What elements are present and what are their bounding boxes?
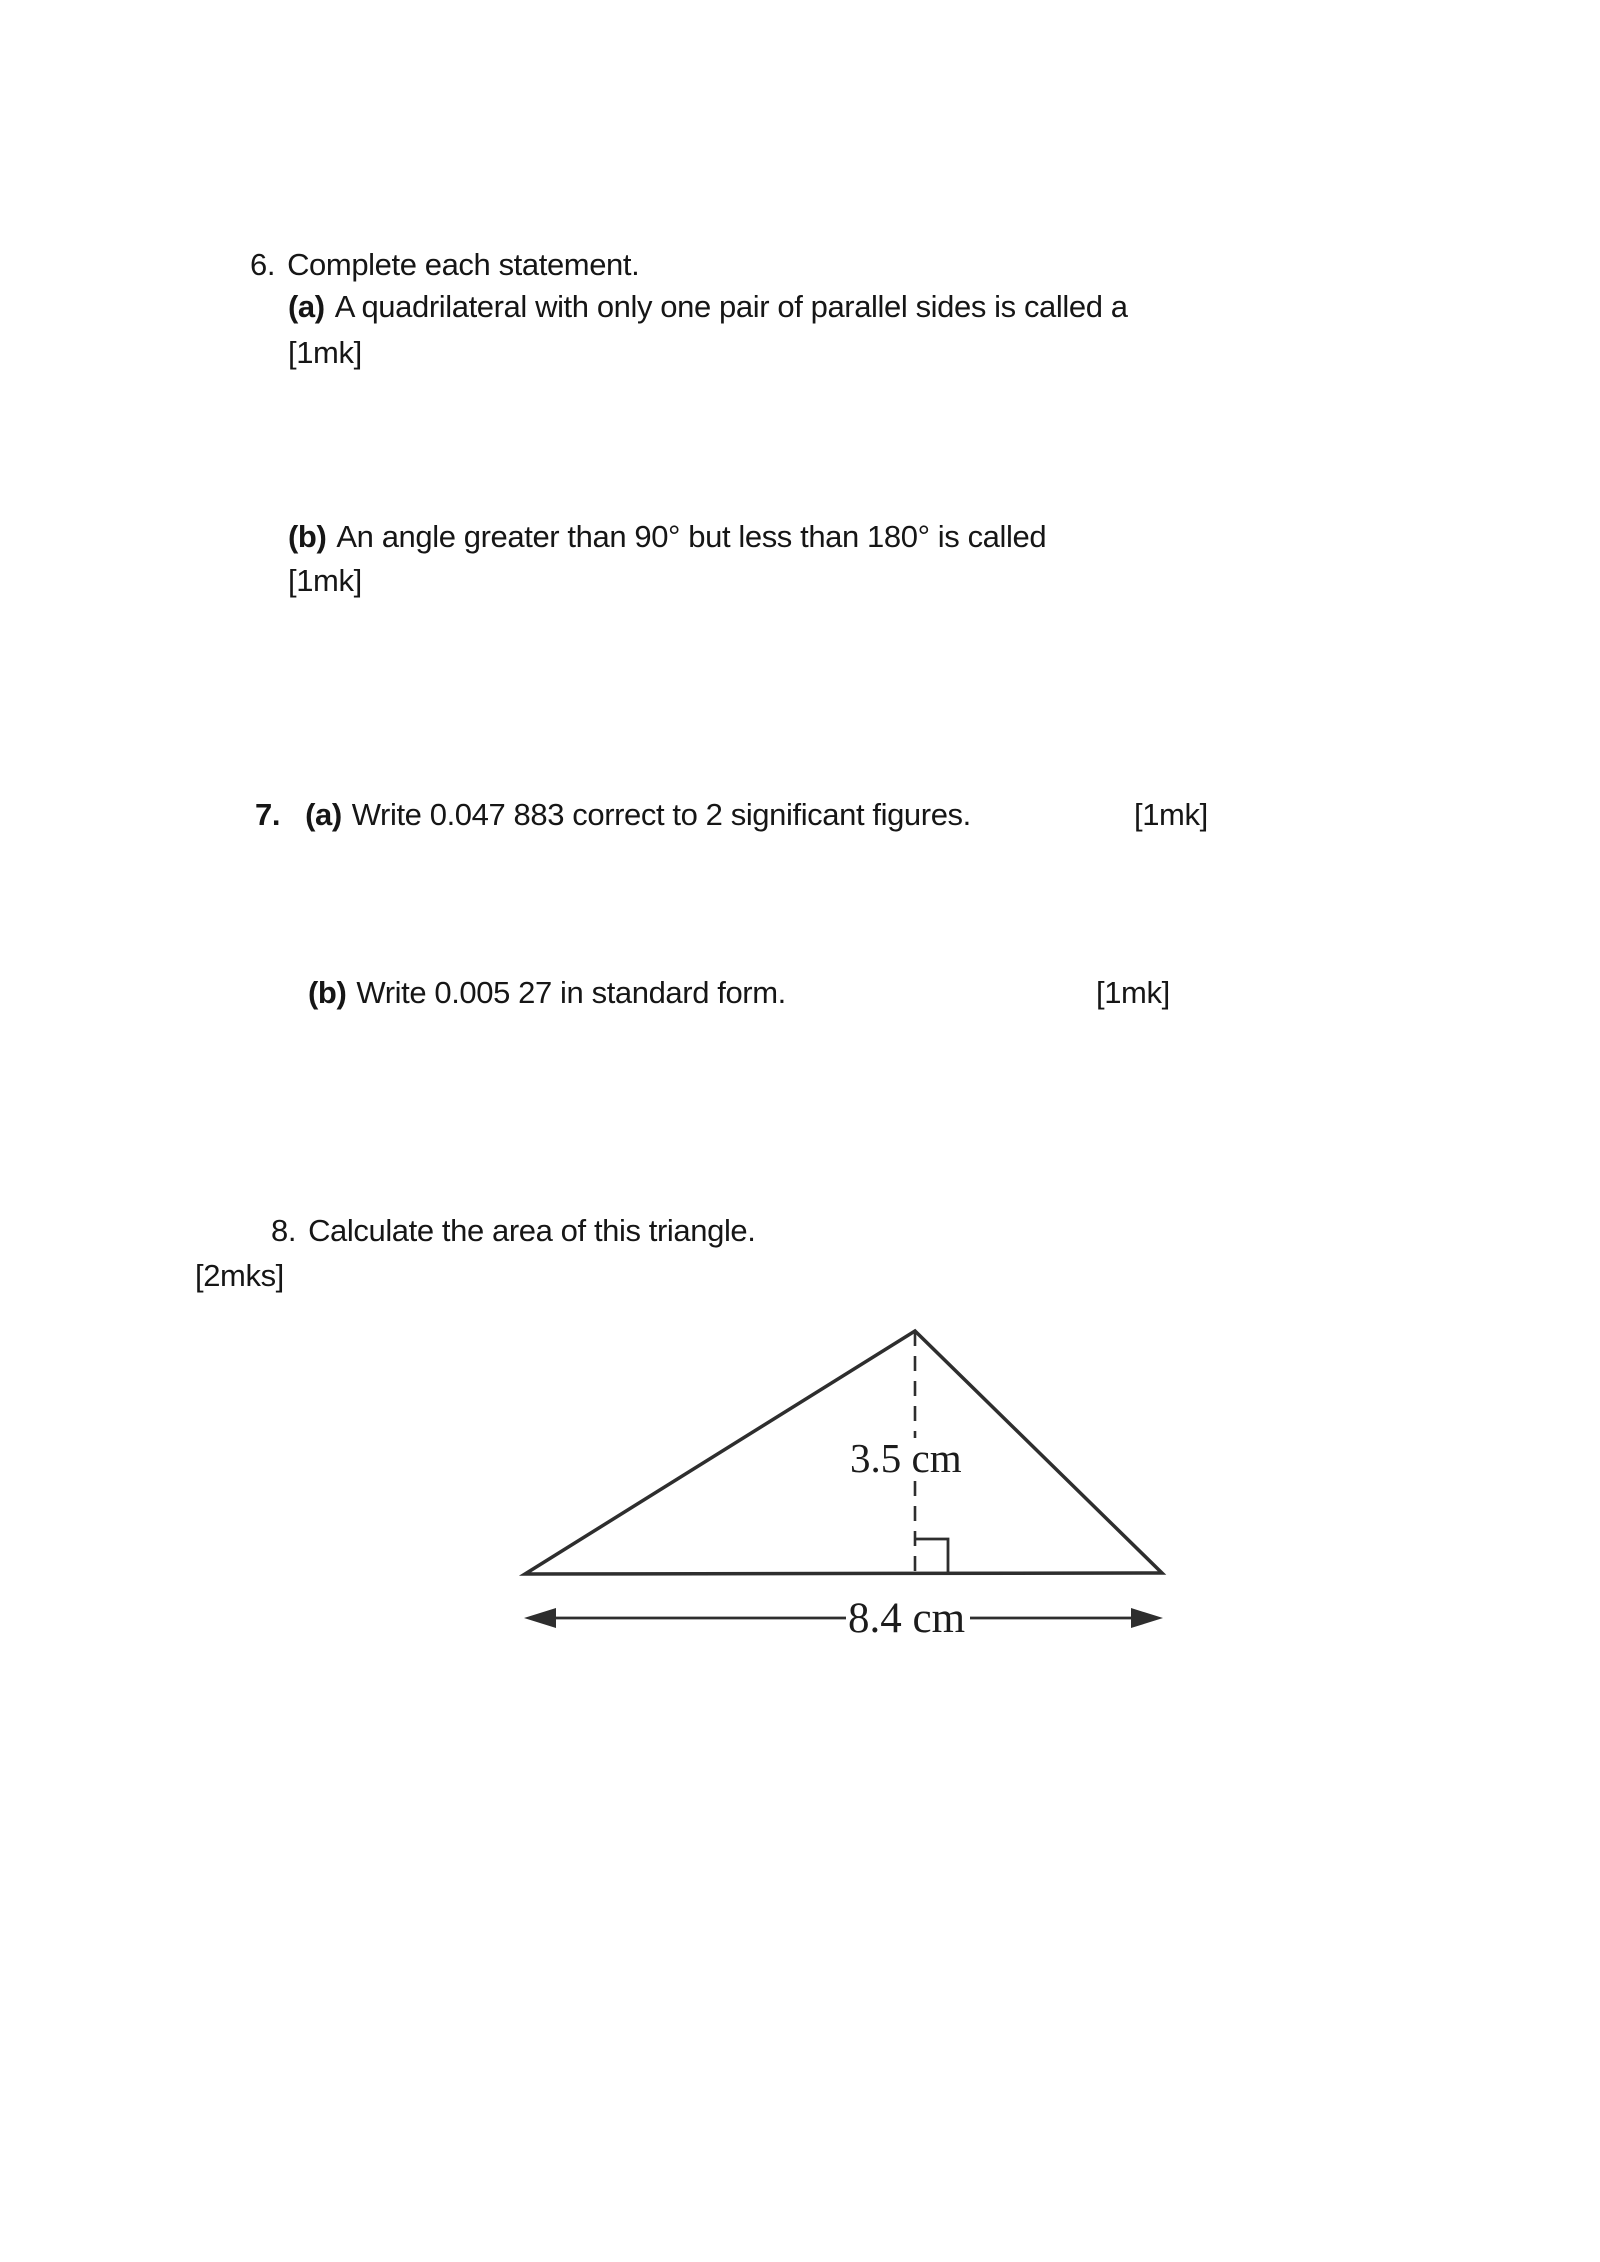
height-label: 3.5 cm xyxy=(850,1435,962,1481)
question-7b-text: Write 0.005 27 in standard form. xyxy=(356,975,786,1010)
question-8-title xyxy=(271,1212,755,1251)
question-8-number: 8. xyxy=(271,1213,297,1248)
triangle-outline xyxy=(525,1331,1162,1574)
question-6b-mark: [1mk] xyxy=(288,563,362,598)
question-6-title xyxy=(250,246,639,285)
question-7a-text: Write 0.047 883 correct to 2 significant figures. xyxy=(351,797,971,832)
question-6b-label: (b) xyxy=(288,519,327,554)
right-angle-marker xyxy=(915,1539,948,1573)
question-6a-mark: [1mk] xyxy=(288,335,362,370)
question-7b-label: (b) xyxy=(308,975,347,1010)
question-7b-mark: [1mk] xyxy=(1096,975,1170,1010)
question-6a-text: A quadrilateral with only one pair of parallel sides is called a xyxy=(334,289,1128,324)
triangle-figure xyxy=(460,1300,1220,1670)
question-7-number: 7. xyxy=(255,797,281,832)
question-8-mark: [2mks] xyxy=(195,1258,284,1293)
question-7b xyxy=(308,974,786,1013)
question-6b-text: An angle greater than 90° but less than 180° is called xyxy=(336,519,1047,554)
base-label: 8.4 cm xyxy=(848,1595,966,1642)
question-7a-label: (a) xyxy=(305,797,342,832)
arrowhead-right xyxy=(1131,1608,1163,1628)
question-6b xyxy=(288,518,1046,557)
question-8-text: Calculate the area of this triangle. xyxy=(308,1213,756,1248)
question-6a-label: (a) xyxy=(288,289,325,324)
question-6a xyxy=(288,288,1128,327)
question-7a xyxy=(255,796,971,835)
question-6-number: 6. xyxy=(250,247,276,282)
question-6-title-text: Complete each statement. xyxy=(287,247,640,282)
arrowhead-left xyxy=(524,1608,556,1628)
question-7a-mark: [1mk] xyxy=(1134,797,1208,832)
